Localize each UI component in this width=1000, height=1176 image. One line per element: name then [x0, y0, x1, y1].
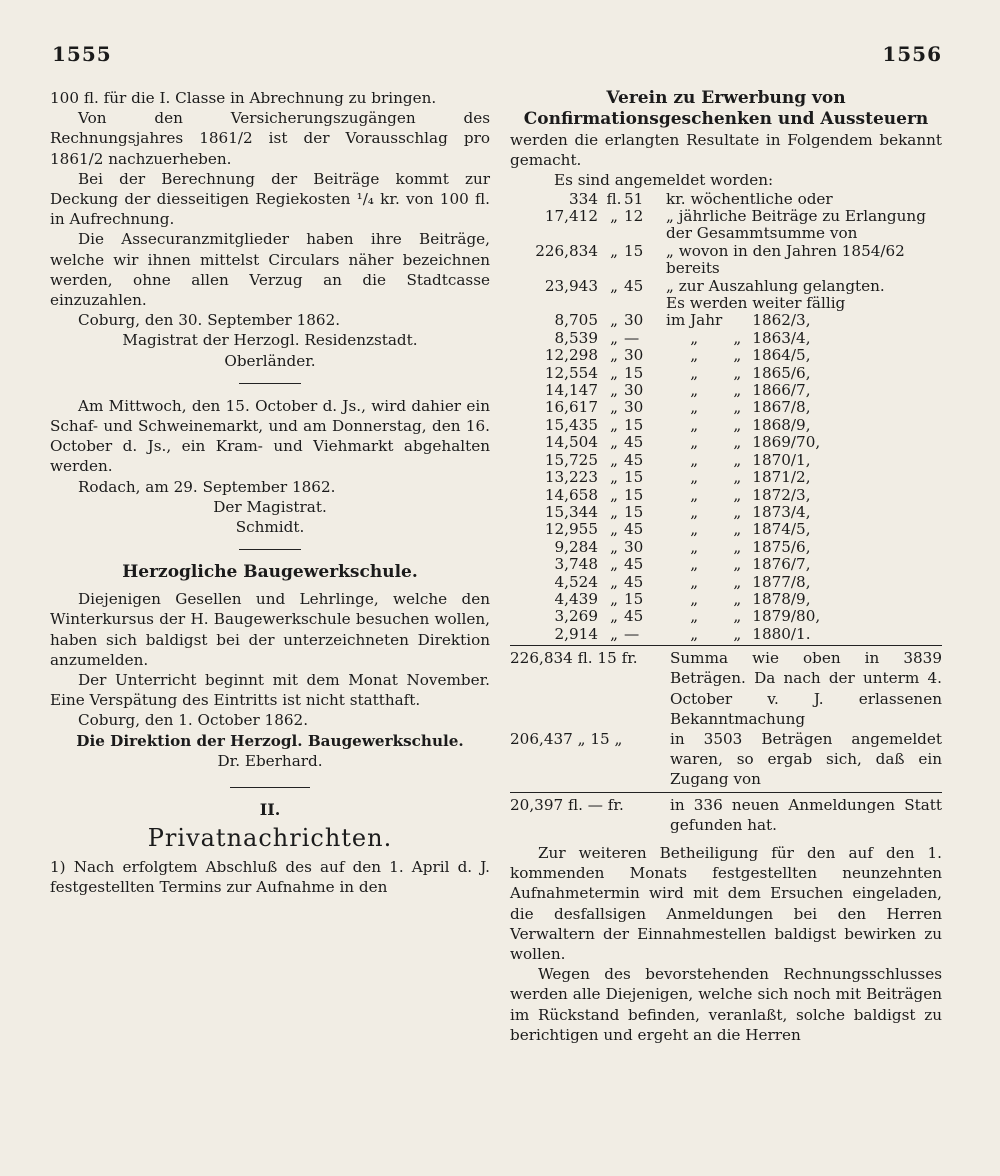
- heading-privatnachrichten: Privatnachrichten.: [147, 824, 393, 853]
- schedule-kreuzer-cell: 15: [624, 485, 644, 504]
- divider: [230, 787, 310, 788]
- ditto-cell: „: [610, 450, 618, 469]
- ditto-cell: „: [733, 624, 742, 643]
- schedule-kreuzer-cell: 45: [624, 520, 644, 539]
- ditto-cell: „: [610, 607, 618, 626]
- schedule-amount-cell: 14,658: [544, 485, 598, 504]
- schedule-kreuzer-cell: 15: [624, 589, 644, 608]
- schedule-table: [510, 312, 820, 643]
- ditto-cell: „: [690, 398, 699, 417]
- schedule-amount-cell: 9,284: [554, 537, 598, 556]
- section-number: II.: [259, 800, 281, 820]
- schedule-kreuzer-cell: 30: [624, 311, 644, 330]
- ditto-cell: „: [690, 537, 699, 556]
- paragraph-intro: werden die erlangten Resultate in Folgendem bekannt gemacht.: [510, 131, 942, 170]
- schedule-amount-cell: 14,504: [544, 433, 598, 452]
- schedule-amount-cell: 12,298: [544, 346, 598, 365]
- ditto-cell: „: [733, 450, 742, 469]
- heading-verein: Verein zu Erwerbung von Confirmationsgeschenken und Aussteuern: [523, 88, 929, 129]
- ditto-cell: im Jahr: [666, 311, 723, 330]
- period-cell: 1873/4,: [752, 502, 811, 521]
- place-date-coburg: Coburg, den 30. September 1862.: [78, 311, 341, 330]
- right-column: [510, 88, 942, 1045]
- schedule-row: [510, 330, 820, 347]
- ditto-cell: „: [733, 572, 742, 591]
- sum-1-amount: 226,834 fl. 15 fr.: [510, 649, 638, 668]
- sum-1-text: Summa wie oben in 3839 Beträgen. Da nach der unterm 4. October v. J. erlassenen Bekanntmachung: [670, 649, 942, 728]
- amount-cell: 226,834: [535, 241, 598, 260]
- ditto-cell: „: [690, 624, 699, 643]
- schedule-amount-cell: 15,344: [544, 502, 598, 521]
- table-row: [510, 225, 926, 242]
- kreuzer-cell: 12: [624, 207, 644, 226]
- schedule-row: [510, 556, 820, 573]
- unit-cell: „: [610, 276, 618, 295]
- schedule-row: [510, 487, 820, 504]
- unit-cell: „: [610, 241, 618, 260]
- paragraph-private-notice: 1) Nach erfolgtem Abschluß des auf den 1. April d. J. festgestellten Termins zur Aufnahme in den: [50, 857, 490, 896]
- amount-cell: 23,943: [544, 276, 598, 295]
- schedule-row: [510, 417, 820, 434]
- ditto-cell: „: [610, 624, 618, 643]
- schedule-amount-cell: 8,705: [554, 311, 598, 330]
- ditto-cell: „: [733, 468, 742, 487]
- schedule-kreuzer-cell: 30: [624, 398, 644, 417]
- amount-cell: [510, 295, 604, 312]
- paragraph-winter-course: Diejenigen Gesellen und Lehrlinge, welche den Winterkursus der H. Baugewerkschule besuchen wollen, haben sich baldigst bei der unterzeichneten Direktion anzumelden.: [50, 590, 490, 669]
- schedule-row: [510, 382, 820, 399]
- ditto-cell: „: [610, 589, 618, 608]
- ditto-cell: „: [610, 572, 618, 591]
- amount-cell: [510, 225, 604, 242]
- ditto-cell: „: [690, 468, 699, 487]
- period-cell: 1876/7,: [752, 555, 811, 574]
- signature-magistrat: Magistrat der Herzogl. Residenzstadt.: [122, 331, 418, 350]
- paragraph-course-start: Der Unterricht beginnt mit dem Monat November. Eine Verspätung des Eintritts ist nicht statthaft.: [50, 671, 490, 710]
- kreuzer-cell: [624, 295, 666, 312]
- table-row: [510, 208, 926, 225]
- paragraph-lead: Es sind angemeldet worden:: [554, 171, 774, 190]
- period-cell: 1865/6,: [752, 363, 811, 382]
- ditto-cell: „: [610, 485, 618, 504]
- period-cell: 1870/1,: [752, 450, 811, 469]
- schedule-kreuzer-cell: 45: [624, 433, 644, 452]
- ditto-cell: „: [690, 555, 699, 574]
- ditto-cell: „: [733, 589, 742, 608]
- paragraph-payment-instructions: Die Assecuranzmitglieder haben ihre Beiträge, welche wir ihnen mittelst Circulars näher bezeichnen werden, ohne allen Verzug an die Stadtcasse einzuzahlen.: [50, 230, 490, 310]
- sum-2-amount: 206,437 „ 15 „: [510, 729, 623, 748]
- heading-baugewerkschule: Herzogliche Baugewerkschule.: [122, 562, 418, 583]
- ditto-cell: „: [733, 415, 742, 434]
- ditto-cell: „: [610, 311, 618, 330]
- period-cell: 1877/8,: [752, 572, 811, 591]
- table-rule: [510, 792, 942, 793]
- unit-cell: [604, 225, 624, 242]
- schedule-amount-cell: 15,725: [544, 450, 598, 469]
- ditto-cell: „: [733, 433, 742, 452]
- divider: [239, 549, 301, 550]
- schedule-row: [510, 347, 820, 364]
- amount-cell: [510, 260, 604, 277]
- schedule-kreuzer-cell: 15: [624, 468, 644, 487]
- table-row: [510, 191, 926, 208]
- schedule-kreuzer-cell: 30: [624, 537, 644, 556]
- ditto-cell: „: [610, 537, 618, 556]
- ditto-cell: „: [733, 328, 742, 347]
- ditto-cell: „: [610, 502, 618, 521]
- schedule-amount-cell: 12,955: [544, 520, 598, 539]
- period-cell: 1880/1.: [752, 624, 811, 643]
- sum-row-1: [510, 648, 942, 729]
- ditto-cell: „: [733, 381, 742, 400]
- schedule-row: [510, 608, 820, 625]
- sum-2-text: in 3503 Beträgen angemeldet waren, so ergab sich, daß ein Zugang von: [670, 729, 942, 789]
- unit-cell: „: [610, 207, 618, 226]
- schedule-amount-cell: 4,524: [554, 572, 598, 591]
- schedule-amount-cell: 15,435: [544, 415, 598, 434]
- paragraph-contribution-costs: Bei der Berechnung der Beiträge kommt zur Deckung der diesseitigen Regiekosten ¹/₄ kr. von 100 fl. in Aufrechnung.: [50, 169, 490, 229]
- ditto-cell: „: [733, 485, 742, 504]
- table-row: [510, 295, 926, 312]
- sum-row-3: [510, 795, 942, 835]
- ditto-cell: „: [610, 346, 618, 365]
- page-number-left: 1555: [52, 42, 112, 66]
- ditto-cell: „: [733, 537, 742, 556]
- ditto-cell: „: [610, 328, 618, 347]
- paragraph-market-notice: Am Mittwoch, den 15. October d. Js., wird dahier ein Schaf- und Schweinemarkt, und am Donnerstag, den 16. October d. Js., ein Kram- und Viehmarkt abgehalten werden.: [50, 396, 490, 476]
- schedule-kreuzer-cell: 45: [624, 572, 644, 591]
- schedule-amount-cell: 3,748: [554, 555, 598, 574]
- table-row: [510, 243, 926, 260]
- ditto-cell: „: [610, 398, 618, 417]
- ditto-cell: „: [690, 346, 699, 365]
- period-cell: 1866/7,: [752, 381, 811, 400]
- signature-direktion: Die Direktion der Herzogl. Baugewerkschule.: [76, 731, 464, 750]
- schedule-row: [510, 434, 820, 451]
- schedule-amount-cell: 8,539: [554, 328, 598, 347]
- ditto-cell: „: [733, 607, 742, 626]
- schedule-kreuzer-cell: 45: [624, 555, 644, 574]
- schedule-kreuzer-cell: —: [624, 624, 640, 643]
- ditto-cell: „: [690, 572, 699, 591]
- schedule-amount-cell: 16,617: [544, 398, 598, 417]
- ditto-cell: „: [610, 555, 618, 574]
- schedule-kreuzer-cell: 15: [624, 415, 644, 434]
- ditto-cell: „: [690, 589, 699, 608]
- kreuzer-cell: 51: [624, 189, 644, 208]
- paragraph-class-deduction: 100 fl. für die I. Classe in Abrechnung zu bringen.: [50, 89, 437, 107]
- period-cell: 1879/80,: [752, 607, 821, 626]
- table-rule: [510, 645, 942, 646]
- amount-cell: 334: [569, 189, 598, 208]
- ditto-cell: „: [610, 415, 618, 434]
- ditto-cell: „: [610, 363, 618, 382]
- unit-cell: fl.: [606, 189, 622, 208]
- schedule-row: [510, 539, 820, 556]
- schedule-amount-cell: 3,269: [554, 607, 598, 626]
- schedule-row: [510, 504, 820, 521]
- ditto-cell: „: [733, 520, 742, 539]
- ditto-cell: „: [690, 328, 699, 347]
- signature-der-magistrat: Der Magistrat.: [213, 497, 327, 516]
- period-cell: 1864/5,: [752, 346, 811, 365]
- period-cell: 1878/9,: [752, 589, 811, 608]
- signature-oberlaender: Oberländer.: [224, 351, 316, 370]
- ditto-cell: [722, 312, 752, 329]
- period-cell: 1862/3,: [752, 311, 811, 330]
- ditto-cell: „: [733, 502, 742, 521]
- schedule-amount-cell: 14,147: [544, 381, 598, 400]
- sum-row-2: [510, 729, 942, 790]
- unit-cell: [604, 260, 624, 277]
- description-cell: bereits: [666, 259, 720, 278]
- table-row: [510, 260, 926, 277]
- kreuzer-cell: 15: [624, 241, 644, 260]
- kreuzer-cell: 45: [624, 276, 644, 295]
- table-row: [510, 278, 926, 295]
- schedule-row: [510, 312, 820, 329]
- divider: [239, 383, 301, 384]
- ditto-cell: „: [610, 433, 618, 452]
- schedule-kreuzer-cell: 15: [624, 363, 644, 382]
- place-date-coburg-2: Coburg, den 1. October 1862.: [78, 711, 309, 730]
- contribution-table: [510, 191, 926, 313]
- ditto-cell: „: [690, 433, 699, 452]
- schedule-row: [510, 626, 820, 643]
- ditto-cell: „: [610, 520, 618, 539]
- schedule-row: [510, 365, 820, 382]
- kreuzer-cell: [624, 260, 666, 277]
- period-cell: 1867/8,: [752, 398, 811, 417]
- ditto-cell: „: [690, 520, 699, 539]
- schedule-amount-cell: 13,223: [544, 468, 598, 487]
- place-date-rodach: Rodach, am 29. September 1862.: [78, 477, 336, 496]
- ditto-cell: „: [733, 398, 742, 417]
- sum-3-text: in 336 neuen Anmeldungen Statt gefunden hat.: [670, 795, 942, 834]
- schedule-row: [510, 399, 820, 416]
- left-column: [50, 88, 490, 897]
- ditto-cell: „: [690, 607, 699, 626]
- ditto-cell: „: [690, 415, 699, 434]
- schedule-row: [510, 452, 820, 469]
- schedule-kreuzer-cell: 45: [624, 450, 644, 469]
- description-cell: „ jährliche Beiträge zu Erlangung: [666, 207, 926, 226]
- period-cell: 1874/5,: [752, 520, 811, 539]
- description-cell: „ zur Auszahlung gelangten.: [666, 276, 885, 295]
- ditto-cell: „: [690, 502, 699, 521]
- ditto-cell: „: [733, 346, 742, 365]
- schedule-row: [510, 591, 820, 608]
- paragraph-further-participation: Zur weiteren Betheiligung für den auf den 1. kommenden Monats festgestellten neunzehnten Aufnahmetermin wird mit dem Ersuchen eingeladen, die desfallsigen Anmeldungen bei den Herren Verwaltern der Einnahmestellen baldigst bewirken zu wollen.: [510, 844, 942, 964]
- signature-eberhard: Dr. Eberhard.: [217, 751, 323, 770]
- period-cell: 1871/2,: [752, 468, 811, 487]
- ditto-cell: „: [690, 485, 699, 504]
- description-cell: „ wovon in den Jahren 1854/62: [666, 241, 905, 260]
- page-number-right: 1556: [882, 42, 942, 66]
- description-cell: der Gesammtsumme von: [666, 224, 858, 243]
- period-cell: 1869/70,: [752, 433, 821, 452]
- period-cell: 1868/9,: [752, 415, 811, 434]
- schedule-amount-cell: 4,439: [554, 589, 598, 608]
- schedule-row: [510, 574, 820, 591]
- signature-schmidt: Schmidt.: [235, 518, 305, 537]
- description-cell: Es werden weiter fällig: [666, 294, 846, 313]
- schedule-amount-cell: 12,554: [544, 363, 598, 382]
- paragraph-insurance-additions: Von den Versicherungszugängen des Rechnungsjahres 1861/2 ist der Vorausschlag pro 1861/2 nachzuerheben.: [50, 109, 490, 168]
- sum-3-amount: 20,397 fl. — fr.: [510, 795, 624, 814]
- ditto-cell: „: [733, 363, 742, 382]
- schedule-kreuzer-cell: —: [624, 328, 640, 347]
- ditto-cell: „: [610, 381, 618, 400]
- schedule-row: [510, 469, 820, 486]
- ditto-cell: „: [610, 468, 618, 487]
- paragraph-arrears: Wegen des bevorstehenden Rechnungsschlusses werden alle Diejenigen, welche sich noch mit Beiträgen im Rückstand befinden, veranlaßt, solche baldigst zu berichtigen und ergeht an die Herren: [510, 965, 942, 1044]
- schedule-kreuzer-cell: 45: [624, 607, 644, 626]
- ditto-cell: „: [690, 363, 699, 382]
- schedule-kreuzer-cell: 15: [624, 502, 644, 521]
- ditto-cell: „: [690, 381, 699, 400]
- ditto-cell: „: [733, 555, 742, 574]
- schedule-amount-cell: 2,914: [554, 624, 598, 643]
- schedule-kreuzer-cell: 30: [624, 346, 644, 365]
- unit-cell: [604, 295, 624, 312]
- amount-cell: 17,412: [544, 207, 598, 226]
- period-cell: 1872/3,: [752, 485, 811, 504]
- schedule-kreuzer-cell: 30: [624, 381, 644, 400]
- schedule-row: [510, 521, 820, 538]
- description-cell: kr. wöchentliche oder: [666, 189, 833, 208]
- period-cell: 1863/4,: [752, 328, 811, 347]
- kreuzer-cell: [624, 225, 666, 242]
- period-cell: 1875/6,: [752, 537, 811, 556]
- ditto-cell: „: [690, 450, 699, 469]
